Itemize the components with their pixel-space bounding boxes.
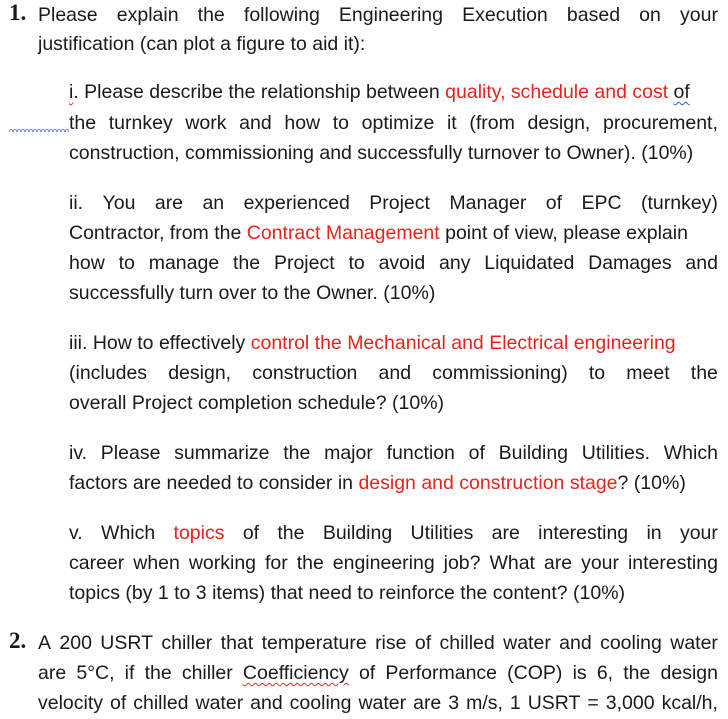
q1-iv-line2-post: ? (10%): [617, 472, 686, 494]
word: when: [133, 552, 180, 574]
q1-ii-line-3: [69, 248, 718, 278]
word: water: [670, 632, 718, 654]
word: for: [264, 552, 288, 574]
word: are: [38, 662, 67, 684]
q1-i-line-3: construction, commissioning and successfully turnover to Owner). (10%): [69, 142, 694, 164]
word: (COP): [507, 662, 563, 684]
word: cooling: [600, 632, 662, 654]
word: Project: [369, 192, 430, 214]
word: and: [685, 252, 718, 274]
q1-line-2: justification (can plot a figure to aid it):: [38, 33, 366, 55]
word: Damages: [588, 252, 672, 274]
word: job?: [443, 552, 481, 574]
word: the: [197, 4, 225, 26]
word: water: [195, 692, 244, 714]
word: following: [243, 4, 320, 26]
q1-iv-line-1: [69, 438, 718, 468]
q1-iv-highlight: design and construction stage: [358, 472, 618, 494]
word: and: [239, 112, 272, 134]
word: 5°C,: [76, 662, 115, 684]
word: manage: [148, 252, 220, 274]
word: =: [587, 692, 599, 714]
word: cooling: [289, 692, 352, 714]
q1-iv-line-2: [69, 468, 686, 498]
word: experienced: [243, 192, 350, 214]
word: iv.: [69, 442, 88, 464]
word: chilled: [133, 692, 189, 714]
word: Manager: [449, 192, 527, 214]
word: are: [413, 692, 442, 714]
q1-v-line-1: [69, 518, 718, 548]
word: working: [188, 552, 257, 574]
word: to: [118, 252, 135, 274]
word: work: [185, 112, 227, 134]
word: on: [639, 4, 661, 26]
question-2: [0, 620, 728, 719]
word: (includes: [69, 362, 148, 384]
word: 1: [509, 692, 521, 714]
word: summarize: [174, 442, 270, 464]
q1-ii-line2-pre: Contractor, from the: [69, 222, 247, 244]
word: your: [581, 552, 619, 574]
word: Please: [38, 4, 98, 26]
q1-i-line-1: [69, 77, 690, 107]
word: Engineering: [338, 4, 444, 26]
word: avoid: [378, 252, 426, 274]
word: function: [386, 442, 455, 464]
word: 6,: [596, 662, 614, 684]
word: interesting: [538, 522, 629, 544]
word: What: [489, 552, 535, 574]
word: Building: [322, 522, 393, 544]
question-2-number: 2.: [9, 628, 27, 653]
word: the: [144, 662, 172, 684]
q1-iii-highlight: control the Mechanical and Electrical engineering: [250, 332, 676, 354]
q1-ii-highlight: Contract Management: [246, 222, 440, 244]
q1-iii-line1-pre: iii. How to effectively: [69, 332, 251, 354]
word: and: [559, 632, 592, 654]
word: construction: [252, 362, 358, 384]
word: water: [358, 692, 407, 714]
word: and: [378, 362, 412, 384]
q2-line-1: [38, 628, 718, 658]
word: Performance: [385, 662, 498, 684]
word: any: [439, 252, 471, 274]
q1-ii-line-4: successfully turn over to the Owner. (10%): [69, 282, 436, 304]
q1-v-line-3: topics (by 1 to 3 items) that need to reinforce the content? (10%): [69, 582, 626, 604]
q2-line-2: [38, 658, 718, 688]
word: based: [566, 4, 621, 26]
word: how: [69, 252, 105, 274]
spellcheck-mark: [9, 128, 69, 132]
word: USRT: [100, 632, 154, 654]
word: EPC: [581, 192, 622, 214]
word: your: [680, 4, 718, 26]
word: temperature: [261, 632, 367, 654]
word: Execution: [462, 4, 548, 26]
q1-v-numeral: v.: [69, 522, 83, 544]
q1-i-post-word: of: [673, 81, 690, 103]
word: A: [38, 632, 52, 654]
word: the: [283, 442, 311, 464]
word: of: [358, 662, 376, 684]
word: (turnkey): [640, 192, 718, 214]
word: if: [124, 662, 135, 684]
word: 3,000: [605, 692, 655, 714]
word: the: [277, 522, 305, 544]
word: to: [348, 252, 365, 274]
word: are: [491, 522, 520, 544]
word: the: [69, 112, 97, 134]
word: Building: [498, 442, 569, 464]
word: Which: [663, 442, 718, 464]
q1-i-numeral: i: [69, 81, 74, 103]
word: procurement,: [603, 112, 718, 134]
word: how: [284, 112, 321, 134]
word: commissioning): [432, 362, 568, 384]
word: career: [69, 552, 125, 574]
word: your: [679, 522, 718, 544]
word: the: [690, 362, 718, 384]
q1-v-line-2: [69, 548, 718, 578]
q1-ii-line2-post: point of view, please explain: [439, 222, 688, 244]
q1-ii-line-1: [69, 188, 718, 218]
word: an: [202, 192, 225, 214]
word: Utilities.: [581, 442, 651, 464]
word: Utilities: [410, 522, 474, 544]
word: (from: [469, 112, 515, 134]
word: of: [242, 522, 260, 544]
word: and: [250, 692, 283, 714]
word: the: [296, 552, 324, 574]
word: chiller: [181, 662, 233, 684]
word: rise: [375, 632, 407, 654]
word: of: [110, 692, 127, 714]
word: chiller: [161, 632, 213, 654]
word: the: [233, 252, 261, 274]
word: design,: [527, 112, 591, 134]
word: Liquidated: [484, 252, 575, 274]
q1-line-1: [38, 0, 718, 30]
word: engineering: [332, 552, 435, 574]
q1-iii-line-1: [69, 328, 676, 358]
word: 3: [448, 692, 460, 714]
q1-ii-line-2: [69, 218, 718, 248]
word: optimize: [361, 112, 435, 134]
word: design,: [168, 362, 232, 384]
word: ii.: [69, 192, 84, 214]
word: kcal/h,: [661, 692, 718, 714]
word: of: [414, 632, 432, 654]
word: of: [545, 192, 563, 214]
word: are: [543, 552, 573, 574]
word: USRT: [527, 692, 581, 714]
word: explain: [116, 4, 179, 26]
q1-i-highlight: quality, schedule and cost: [445, 81, 669, 103]
word: 200: [59, 632, 92, 654]
word: to: [332, 112, 350, 134]
word: are: [154, 192, 184, 214]
word: turnkey: [108, 112, 173, 134]
word: the: [623, 662, 651, 684]
word: meet: [626, 362, 670, 384]
word: major: [324, 442, 373, 464]
question-1-number: 1.: [9, 0, 27, 25]
word: chilled: [439, 632, 495, 654]
word: You: [102, 192, 136, 214]
q1-iii-line-3: overall Project completion schedule? (10%): [69, 392, 445, 414]
word: m/s,: [466, 692, 503, 714]
word: design: [660, 662, 718, 684]
word: Project: [273, 252, 335, 274]
q1-v-which: Which: [101, 522, 156, 544]
q1-v-highlight: topics: [173, 522, 225, 544]
word: interesting: [627, 552, 718, 574]
word: in: [646, 522, 662, 544]
word: it: [446, 112, 457, 134]
q2-line-3: [38, 688, 718, 718]
word: Please: [100, 442, 161, 464]
word: velocity: [38, 692, 104, 714]
q1-iv-line2-pre: factors are needed to consider in: [69, 472, 359, 494]
word: that: [220, 632, 254, 654]
word: to: [588, 362, 606, 384]
q1-iii-line-2: [69, 358, 718, 388]
word: of: [468, 442, 485, 464]
q2-squiggled-word: Coefficiency: [242, 662, 349, 684]
q1-i-line-2: [69, 108, 718, 138]
q1-i-text-pre: . Please describe the relationship between: [73, 81, 446, 103]
word: is: [572, 662, 587, 684]
word: water: [503, 632, 551, 654]
